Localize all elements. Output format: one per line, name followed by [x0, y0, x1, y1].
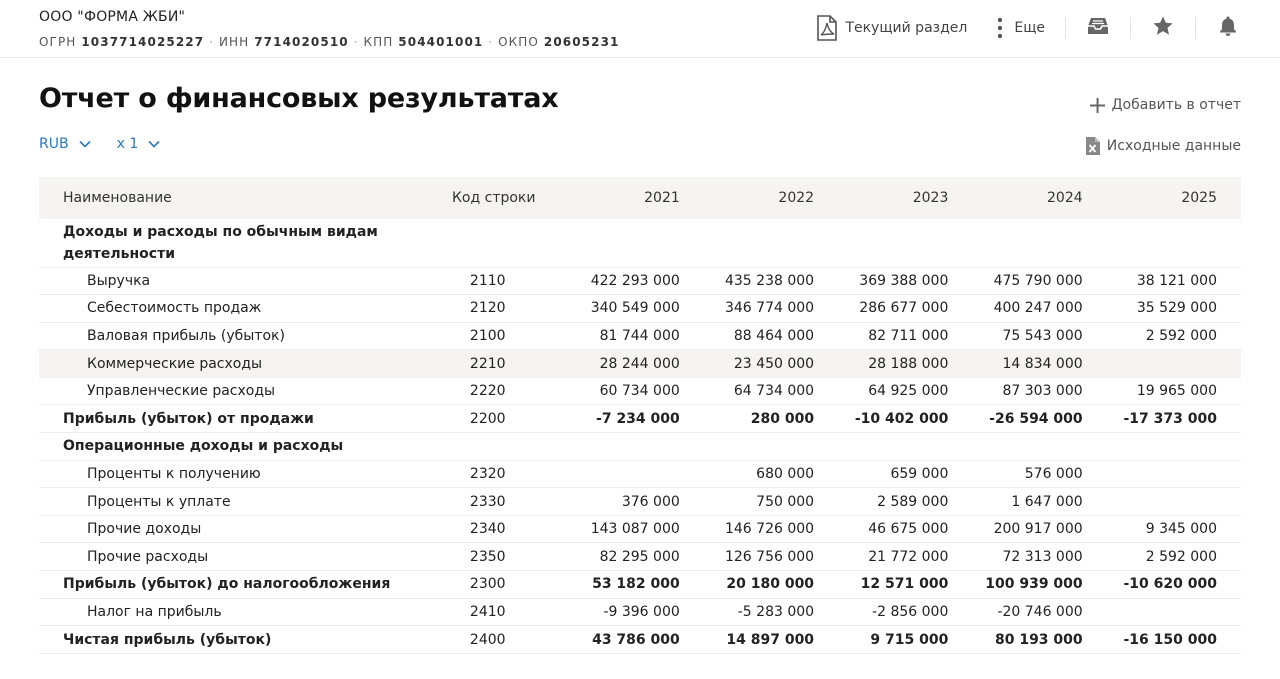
row-code: 2200 — [418, 405, 569, 433]
row-value: 28 188 000 — [838, 350, 972, 378]
currency-select[interactable] — [39, 136, 91, 152]
row-value — [1107, 460, 1241, 488]
row-value: -17 373 000 — [1107, 405, 1241, 433]
row-value: 200 917 000 — [972, 515, 1106, 543]
row-value: 369 388 000 — [838, 267, 972, 295]
okpo-value: 20605231 — [543, 35, 620, 49]
okpo-label: ОКПО — [498, 35, 539, 49]
table-row[interactable] — [39, 295, 1241, 323]
row-value: 2 592 000 — [1107, 543, 1241, 571]
row-value — [1107, 219, 1241, 267]
row-value: 9 345 000 — [1107, 515, 1241, 543]
toolbar-divider — [1065, 17, 1066, 39]
row-name: Налог на прибыль — [39, 598, 418, 626]
row-value: -9 396 000 — [569, 598, 703, 626]
row-value — [1107, 433, 1241, 461]
toolbar-divider — [1130, 17, 1131, 39]
table-row[interactable] — [39, 543, 1241, 571]
row-value: -2 856 000 — [838, 598, 972, 626]
row-value: 1 647 000 — [972, 488, 1106, 516]
row-name: Доходы и расходы по обычным видам деятельности — [39, 219, 418, 267]
table-row[interactable] — [39, 350, 1241, 378]
row-value: 46 675 000 — [838, 515, 972, 543]
table-row[interactable] — [39, 219, 1241, 267]
row-value — [838, 433, 972, 461]
row-code — [418, 433, 569, 461]
row-value: 659 000 — [838, 460, 972, 488]
pdf-file-icon — [815, 15, 839, 41]
row-value: 87 303 000 — [972, 377, 1106, 405]
row-value: 80 193 000 — [972, 626, 1106, 654]
row-value: 143 087 000 — [569, 515, 703, 543]
row-value: 64 734 000 — [704, 377, 838, 405]
row-value: 9 715 000 — [838, 626, 972, 654]
row-value: 280 000 — [704, 405, 838, 433]
table-row[interactable] — [39, 322, 1241, 350]
row-code — [418, 219, 569, 267]
table-row[interactable] — [39, 267, 1241, 295]
row-value: 750 000 — [704, 488, 838, 516]
row-value: -10 402 000 — [838, 405, 972, 433]
add-to-report-label: Добавить в отчет — [1111, 97, 1241, 113]
notifications-button[interactable] — [1216, 16, 1240, 40]
row-value: 53 182 000 — [569, 571, 703, 599]
row-value: -5 283 000 — [704, 598, 838, 626]
chevron-down-icon — [79, 140, 91, 148]
table-row[interactable] — [39, 571, 1241, 599]
more-button[interactable] — [996, 16, 1045, 40]
row-value: 146 726 000 — [704, 515, 838, 543]
table-row[interactable] — [39, 377, 1241, 405]
current-section-label: Текущий раздел — [845, 20, 968, 36]
row-value — [569, 219, 703, 267]
row-code: 2400 — [418, 626, 569, 654]
star-icon — [1152, 15, 1174, 41]
table-row[interactable] — [39, 433, 1241, 461]
row-value: 64 925 000 — [838, 377, 972, 405]
toolbar-divider — [1195, 17, 1196, 39]
row-name: Чистая прибыль (убыток) — [39, 626, 418, 654]
table-body — [39, 219, 1241, 653]
column-header-name: Наименование — [63, 190, 172, 206]
column-header-year: 2022 — [778, 190, 815, 206]
source-data-button[interactable] — [1085, 136, 1241, 156]
report-selectors — [39, 136, 186, 152]
current-section-pdf-button[interactable] — [815, 15, 967, 41]
row-value: 422 293 000 — [569, 267, 703, 295]
row-value — [972, 219, 1106, 267]
row-value: 43 786 000 — [569, 626, 703, 654]
row-value: 576 000 — [972, 460, 1106, 488]
add-to-report-button[interactable] — [1087, 91, 1242, 119]
currency-value: RUB — [39, 136, 69, 152]
column-header-year: 2025 — [1181, 190, 1217, 206]
row-value: 60 734 000 — [569, 377, 703, 405]
row-value: 75 543 000 — [972, 322, 1106, 350]
row-value: 340 549 000 — [569, 295, 703, 323]
inbox-button[interactable] — [1086, 16, 1110, 40]
company-identifiers — [39, 35, 619, 49]
ogrn-label: ОГРН — [39, 35, 77, 49]
source-data-label: Исходные данные — [1106, 138, 1241, 154]
row-code: 2320 — [418, 460, 569, 488]
row-code: 2100 — [418, 322, 569, 350]
row-code: 2350 — [418, 543, 569, 571]
row-value: 82 711 000 — [838, 322, 972, 350]
favorite-button[interactable] — [1151, 16, 1175, 40]
row-value: 286 677 000 — [838, 295, 972, 323]
row-value: 72 313 000 — [972, 543, 1106, 571]
row-value: -26 594 000 — [972, 405, 1106, 433]
row-value — [1107, 350, 1241, 378]
row-value — [1107, 598, 1241, 626]
top-bar — [0, 0, 1280, 58]
row-value: 14 834 000 — [972, 350, 1106, 378]
row-name: Прочие доходы — [39, 515, 418, 543]
row-value: -16 150 000 — [1107, 626, 1241, 654]
ogrn-value: 1037714025227 — [81, 35, 205, 49]
row-code: 2330 — [418, 488, 569, 516]
row-value: 400 247 000 — [972, 295, 1106, 323]
row-value: 14 897 000 — [704, 626, 838, 654]
row-name: Выручка — [39, 267, 418, 295]
row-value: 19 965 000 — [1107, 377, 1241, 405]
table-row[interactable] — [39, 488, 1241, 516]
row-code: 2220 — [418, 377, 569, 405]
row-value: 475 790 000 — [972, 267, 1106, 295]
row-name: Управленческие расходы — [39, 377, 418, 405]
page-title: Отчет о финансовых результатах — [39, 83, 559, 114]
row-value: 435 238 000 — [704, 267, 838, 295]
row-value: 35 529 000 — [1107, 295, 1241, 323]
row-code: 2300 — [418, 571, 569, 599]
separator-dot: · — [488, 35, 494, 49]
top-actions — [815, 14, 1240, 42]
row-name: Коммерческие расходы — [39, 350, 418, 378]
row-value: 23 450 000 — [704, 350, 838, 378]
row-value: 2 592 000 — [1107, 322, 1241, 350]
row-code: 2210 — [418, 350, 569, 378]
row-value: 680 000 — [704, 460, 838, 488]
row-value: 2 589 000 — [838, 488, 972, 516]
row-name: Прибыль (убыток) до налогообложения — [39, 571, 418, 599]
table-row[interactable] — [39, 626, 1241, 654]
row-value: 12 571 000 — [838, 571, 972, 599]
inn-value: 7714020510 — [254, 35, 349, 49]
row-value: 126 756 000 — [704, 543, 838, 571]
kpp-value: 504401001 — [398, 35, 484, 49]
row-value: -7 234 000 — [569, 405, 703, 433]
column-header-year: 2023 — [912, 190, 949, 206]
inbox-icon — [1087, 16, 1109, 40]
table-header-row — [39, 177, 1241, 219]
row-name: Операционные доходы и расходы — [39, 433, 418, 461]
chevron-down-icon — [148, 140, 160, 148]
multiplier-value: x 1 — [116, 136, 139, 152]
row-value: 21 772 000 — [838, 543, 972, 571]
row-code: 2410 — [418, 598, 569, 626]
row-value: -10 620 000 — [1107, 571, 1241, 599]
excel-file-icon — [1085, 136, 1101, 156]
row-value — [704, 219, 838, 267]
table-row[interactable] — [39, 515, 1241, 543]
row-name: Проценты к получению — [39, 460, 418, 488]
column-header-year: 2021 — [644, 190, 680, 206]
separator-dot: · — [209, 35, 215, 49]
row-value: 346 774 000 — [704, 295, 838, 323]
row-code: 2110 — [418, 267, 569, 295]
kpp-label: КПП — [363, 35, 394, 49]
bell-icon — [1218, 15, 1238, 41]
separator-dot: · — [353, 35, 359, 49]
toolbar-divider — [981, 17, 982, 39]
table-row[interactable] — [39, 460, 1241, 488]
plus-icon: + — [1087, 91, 1108, 119]
row-value — [1107, 488, 1241, 516]
row-value: 28 244 000 — [569, 350, 703, 378]
column-header-code: Код строки — [451, 190, 536, 206]
row-value: 100 939 000 — [972, 571, 1106, 599]
row-value: 81 744 000 — [569, 322, 703, 350]
row-name: Прибыль (убыток) от продажи — [39, 405, 418, 433]
row-code: 2120 — [418, 295, 569, 323]
row-value — [569, 460, 703, 488]
row-value: 88 464 000 — [704, 322, 838, 350]
multiplier-select[interactable] — [117, 136, 161, 152]
row-value: 38 121 000 — [1107, 267, 1241, 295]
row-value — [838, 219, 972, 267]
row-value: 82 295 000 — [569, 543, 703, 571]
more-vertical-icon — [996, 16, 1004, 40]
row-name: Себестоимость продаж — [39, 295, 418, 323]
company-name[interactable]: ООО "ФОРМА ЖБИ" — [39, 9, 186, 25]
inn-label: ИНН — [218, 35, 250, 49]
table-row[interactable] — [39, 405, 1241, 433]
row-code: 2340 — [418, 515, 569, 543]
row-name: Проценты к уплате — [39, 488, 418, 516]
row-value — [704, 433, 838, 461]
row-value — [972, 433, 1106, 461]
row-name: Валовая прибыль (убыток) — [39, 322, 418, 350]
column-header-year: 2024 — [1047, 190, 1083, 206]
table-row[interactable] — [39, 598, 1241, 626]
more-label: Еще — [1014, 20, 1045, 36]
financial-results-table — [39, 177, 1241, 654]
row-value — [569, 433, 703, 461]
row-value: 376 000 — [569, 488, 703, 516]
row-value: -20 746 000 — [972, 598, 1106, 626]
row-name: Прочие расходы — [39, 543, 418, 571]
row-value: 20 180 000 — [704, 571, 838, 599]
